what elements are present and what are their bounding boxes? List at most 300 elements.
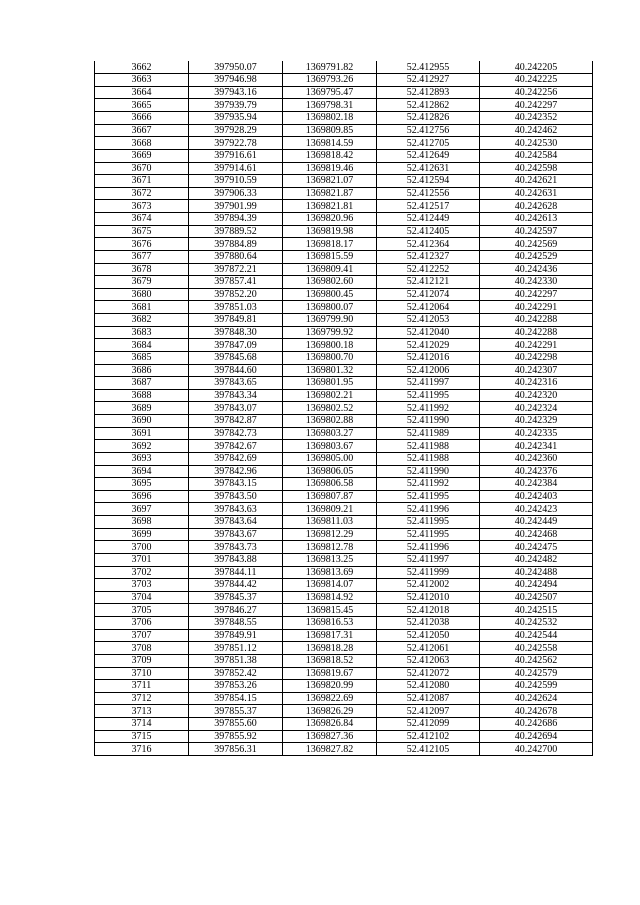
x-coordinate-cell: 397857.41 [189,276,283,289]
y-coordinate-cell: 1369799.92 [283,326,377,339]
longitude-cell: 40.242631 [480,187,593,200]
x-coordinate-cell: 397844.60 [189,364,283,377]
y-coordinate-cell: 1369819.46 [283,162,377,175]
latitude-cell: 52.412006 [377,364,480,377]
x-coordinate-cell: 397842.73 [189,427,283,440]
table-row [95,149,593,162]
y-coordinate-cell: 1369822.69 [283,692,377,705]
table-row [95,642,593,655]
y-coordinate-cell: 1369812.29 [283,528,377,541]
point-number-cell: 3685 [95,351,189,364]
point-number-cell: 3669 [95,149,189,162]
point-number-cell: 3679 [95,276,189,289]
table-row [95,339,593,352]
table-row [95,667,593,680]
x-coordinate-cell: 397843.65 [189,377,283,390]
longitude-cell: 40.242532 [480,617,593,630]
x-coordinate-cell: 397849.91 [189,629,283,642]
latitude-cell: 52.412649 [377,149,480,162]
table-row [95,250,593,263]
table-row [95,301,593,314]
longitude-cell: 40.242686 [480,718,593,731]
x-coordinate-cell: 397845.68 [189,351,283,364]
y-coordinate-cell: 1369818.28 [283,642,377,655]
latitude-cell: 52.412405 [377,225,480,238]
x-coordinate-cell: 397845.37 [189,591,283,604]
x-coordinate-cell: 397935.94 [189,112,283,125]
longitude-cell: 40.242329 [480,415,593,428]
point-number-cell: 3680 [95,288,189,301]
longitude-cell: 40.242678 [480,705,593,718]
y-coordinate-cell: 1369800.70 [283,351,377,364]
latitude-cell: 52.411995 [377,389,480,402]
x-coordinate-cell: 397847.09 [189,339,283,352]
point-number-cell: 3681 [95,301,189,314]
y-coordinate-cell: 1369821.81 [283,200,377,213]
y-coordinate-cell: 1369798.31 [283,99,377,112]
point-number-cell: 3673 [95,200,189,213]
latitude-cell: 52.411996 [377,541,480,554]
longitude-cell: 40.242621 [480,175,593,188]
point-number-cell: 3712 [95,692,189,705]
y-coordinate-cell: 1369821.87 [283,187,377,200]
y-coordinate-cell: 1369802.18 [283,112,377,125]
y-coordinate-cell: 1369800.07 [283,301,377,314]
x-coordinate-cell: 397889.52 [189,225,283,238]
point-number-cell: 3716 [95,743,189,756]
latitude-cell: 52.412061 [377,642,480,655]
longitude-cell: 40.242507 [480,591,593,604]
x-coordinate-cell: 397843.63 [189,503,283,516]
longitude-cell: 40.242569 [480,238,593,251]
table-row [95,213,593,226]
point-number-cell: 3671 [95,175,189,188]
table-row [95,566,593,579]
table-row [95,377,593,390]
table-row [95,718,593,731]
point-number-cell: 3676 [95,238,189,251]
y-coordinate-cell: 1369818.17 [283,238,377,251]
table-row [95,200,593,213]
y-coordinate-cell: 1369814.92 [283,591,377,604]
longitude-cell: 40.242700 [480,743,593,756]
point-number-cell: 3686 [95,364,189,377]
y-coordinate-cell: 1369800.18 [283,339,377,352]
x-coordinate-cell: 397852.20 [189,288,283,301]
table-row [95,654,593,667]
longitude-cell: 40.242307 [480,364,593,377]
longitude-cell: 40.242544 [480,629,593,642]
point-number-cell: 3683 [95,326,189,339]
latitude-cell: 52.412631 [377,162,480,175]
longitude-cell: 40.242341 [480,440,593,453]
longitude-cell: 40.242288 [480,314,593,327]
table-row [95,326,593,339]
latitude-cell: 52.412002 [377,579,480,592]
table-row [95,516,593,529]
x-coordinate-cell: 397842.69 [189,452,283,465]
longitude-cell: 40.242482 [480,553,593,566]
x-coordinate-cell: 397851.12 [189,642,283,655]
latitude-cell: 52.412038 [377,617,480,630]
longitude-cell: 40.242613 [480,213,593,226]
x-coordinate-cell: 397894.39 [189,213,283,226]
y-coordinate-cell: 1369819.98 [283,225,377,238]
table-row [95,112,593,125]
y-coordinate-cell: 1369813.69 [283,566,377,579]
point-number-cell: 3705 [95,604,189,617]
longitude-cell: 40.242256 [480,86,593,99]
table-row [95,162,593,175]
table-row [95,225,593,238]
longitude-cell: 40.242376 [480,465,593,478]
latitude-cell: 52.411988 [377,452,480,465]
y-coordinate-cell: 1369827.82 [283,743,377,756]
x-coordinate-cell: 397842.67 [189,440,283,453]
x-coordinate-cell: 397855.37 [189,705,283,718]
y-coordinate-cell: 1369793.26 [283,74,377,87]
table-row [95,427,593,440]
y-coordinate-cell: 1369805.00 [283,452,377,465]
point-number-cell: 3665 [95,99,189,112]
latitude-cell: 52.412018 [377,604,480,617]
table-row [95,402,593,415]
latitude-cell: 52.412517 [377,200,480,213]
x-coordinate-cell: 397843.88 [189,553,283,566]
point-number-cell: 3663 [95,74,189,87]
latitude-cell: 52.411995 [377,490,480,503]
y-coordinate-cell: 1369818.52 [283,654,377,667]
latitude-cell: 52.412074 [377,288,480,301]
y-coordinate-cell: 1369806.58 [283,478,377,491]
table-row [95,617,593,630]
point-number-cell: 3700 [95,541,189,554]
longitude-cell: 40.242515 [480,604,593,617]
table-row [95,705,593,718]
table-row [95,175,593,188]
longitude-cell: 40.242384 [480,478,593,491]
table-row [95,541,593,554]
x-coordinate-cell: 397854.15 [189,692,283,705]
longitude-cell: 40.242225 [480,74,593,87]
point-number-cell: 3677 [95,250,189,263]
latitude-cell: 52.412099 [377,718,480,731]
x-coordinate-cell: 397880.64 [189,250,283,263]
table-row [95,440,593,453]
point-number-cell: 3708 [95,642,189,655]
latitude-cell: 52.411995 [377,528,480,541]
point-number-cell: 3667 [95,124,189,137]
point-number-cell: 3702 [95,566,189,579]
point-number-cell: 3666 [95,112,189,125]
latitude-cell: 52.411990 [377,415,480,428]
longitude-cell: 40.242330 [480,276,593,289]
latitude-cell: 52.412327 [377,250,480,263]
point-number-cell: 3670 [95,162,189,175]
point-number-cell: 3703 [95,579,189,592]
longitude-cell: 40.242423 [480,503,593,516]
point-number-cell: 3664 [95,86,189,99]
x-coordinate-cell: 397853.26 [189,680,283,693]
longitude-cell: 40.242562 [480,654,593,667]
x-coordinate-cell: 397842.96 [189,465,283,478]
latitude-cell: 52.411997 [377,553,480,566]
x-coordinate-cell: 397946.98 [189,74,283,87]
table-row [95,692,593,705]
point-number-cell: 3668 [95,137,189,150]
x-coordinate-cell: 397950.07 [189,61,283,74]
point-number-cell: 3710 [95,667,189,680]
table-row [95,503,593,516]
table-row [95,238,593,251]
x-coordinate-cell: 397844.42 [189,579,283,592]
point-number-cell: 3693 [95,452,189,465]
point-number-cell: 3711 [95,680,189,693]
y-coordinate-cell: 1369799.90 [283,314,377,327]
x-coordinate-cell: 397914.61 [189,162,283,175]
longitude-cell: 40.242352 [480,112,593,125]
longitude-cell: 40.242298 [480,351,593,364]
point-number-cell: 3678 [95,263,189,276]
latitude-cell: 52.412862 [377,99,480,112]
latitude-cell: 52.411989 [377,427,480,440]
y-coordinate-cell: 1369803.67 [283,440,377,453]
longitude-cell: 40.242449 [480,516,593,529]
longitude-cell: 40.242475 [480,541,593,554]
table-row [95,743,593,756]
latitude-cell: 52.412105 [377,743,480,756]
latitude-cell: 52.411997 [377,377,480,390]
latitude-cell: 52.411992 [377,402,480,415]
table-row [95,288,593,301]
longitude-cell: 40.242291 [480,301,593,314]
point-number-cell: 3692 [95,440,189,453]
latitude-cell: 52.412040 [377,326,480,339]
table-row [95,629,593,642]
y-coordinate-cell: 1369818.42 [283,149,377,162]
longitude-cell: 40.242297 [480,288,593,301]
longitude-cell: 40.242468 [480,528,593,541]
latitude-cell: 52.412826 [377,112,480,125]
y-coordinate-cell: 1369814.07 [283,579,377,592]
x-coordinate-cell: 397843.73 [189,541,283,554]
point-number-cell: 3691 [95,427,189,440]
x-coordinate-cell: 397843.15 [189,478,283,491]
x-coordinate-cell: 397843.67 [189,528,283,541]
longitude-cell: 40.242403 [480,490,593,503]
longitude-cell: 40.242597 [480,225,593,238]
table-row [95,452,593,465]
x-coordinate-cell: 397843.64 [189,516,283,529]
point-number-cell: 3662 [95,61,189,74]
latitude-cell: 52.412252 [377,263,480,276]
x-coordinate-cell: 397939.79 [189,99,283,112]
table-row [95,351,593,364]
latitude-cell: 52.411995 [377,516,480,529]
latitude-cell: 52.412955 [377,61,480,74]
table-row [95,86,593,99]
y-coordinate-cell: 1369814.59 [283,137,377,150]
x-coordinate-cell: 397852.42 [189,667,283,680]
x-coordinate-cell: 397843.07 [189,402,283,415]
x-coordinate-cell: 397922.78 [189,137,283,150]
y-coordinate-cell: 1369816.53 [283,617,377,630]
latitude-cell: 52.412756 [377,124,480,137]
latitude-cell: 52.412893 [377,86,480,99]
longitude-cell: 40.242628 [480,200,593,213]
point-number-cell: 3690 [95,415,189,428]
table-row [95,263,593,276]
point-number-cell: 3695 [95,478,189,491]
latitude-cell: 52.412364 [377,238,480,251]
point-number-cell: 3684 [95,339,189,352]
longitude-cell: 40.242624 [480,692,593,705]
point-number-cell: 3675 [95,225,189,238]
y-coordinate-cell: 1369812.78 [283,541,377,554]
y-coordinate-cell: 1369806.05 [283,465,377,478]
x-coordinate-cell: 397916.61 [189,149,283,162]
x-coordinate-cell: 397872.21 [189,263,283,276]
longitude-cell: 40.242316 [480,377,593,390]
point-number-cell: 3714 [95,718,189,731]
coordinates-table-body [95,61,593,755]
latitude-cell: 52.411996 [377,503,480,516]
x-coordinate-cell: 397848.55 [189,617,283,630]
table-row [95,465,593,478]
longitude-cell: 40.242598 [480,162,593,175]
table-row [95,187,593,200]
latitude-cell: 52.411988 [377,440,480,453]
y-coordinate-cell: 1369802.60 [283,276,377,289]
table-row [95,137,593,150]
x-coordinate-cell: 397842.87 [189,415,283,428]
y-coordinate-cell: 1369801.95 [283,377,377,390]
point-number-cell: 3672 [95,187,189,200]
table-row [95,314,593,327]
coordinates-table [94,61,593,756]
table-row [95,579,593,592]
latitude-cell: 52.412087 [377,692,480,705]
latitude-cell: 52.412050 [377,629,480,642]
point-number-cell: 3682 [95,314,189,327]
x-coordinate-cell: 397943.16 [189,86,283,99]
point-number-cell: 3696 [95,490,189,503]
y-coordinate-cell: 1369815.59 [283,250,377,263]
longitude-cell: 40.242324 [480,402,593,415]
latitude-cell: 52.411992 [377,478,480,491]
longitude-cell: 40.242320 [480,389,593,402]
table-row [95,490,593,503]
latitude-cell: 52.412072 [377,667,480,680]
point-number-cell: 3707 [95,629,189,642]
y-coordinate-cell: 1369820.99 [283,680,377,693]
y-coordinate-cell: 1369802.88 [283,415,377,428]
longitude-cell: 40.242488 [480,566,593,579]
latitude-cell: 52.412449 [377,213,480,226]
x-coordinate-cell: 397849.81 [189,314,283,327]
y-coordinate-cell: 1369801.32 [283,364,377,377]
table-row [95,604,593,617]
latitude-cell: 52.412556 [377,187,480,200]
latitude-cell: 52.412102 [377,730,480,743]
latitude-cell: 52.412029 [377,339,480,352]
point-number-cell: 3715 [95,730,189,743]
point-number-cell: 3698 [95,516,189,529]
latitude-cell: 52.412927 [377,74,480,87]
x-coordinate-cell: 397851.38 [189,654,283,667]
longitude-cell: 40.242558 [480,642,593,655]
x-coordinate-cell: 397856.31 [189,743,283,756]
longitude-cell: 40.242360 [480,452,593,465]
longitude-cell: 40.242205 [480,61,593,74]
longitude-cell: 40.242291 [480,339,593,352]
latitude-cell: 52.412063 [377,654,480,667]
x-coordinate-cell: 397848.30 [189,326,283,339]
point-number-cell: 3687 [95,377,189,390]
y-coordinate-cell: 1369795.47 [283,86,377,99]
y-coordinate-cell: 1369811.03 [283,516,377,529]
y-coordinate-cell: 1369813.25 [283,553,377,566]
y-coordinate-cell: 1369815.45 [283,604,377,617]
longitude-cell: 40.242694 [480,730,593,743]
table-row [95,364,593,377]
longitude-cell: 40.242529 [480,250,593,263]
y-coordinate-cell: 1369809.85 [283,124,377,137]
point-number-cell: 3713 [95,705,189,718]
latitude-cell: 52.412121 [377,276,480,289]
latitude-cell: 52.412016 [377,351,480,364]
point-number-cell: 3689 [95,402,189,415]
latitude-cell: 52.412064 [377,301,480,314]
latitude-cell: 52.412080 [377,680,480,693]
point-number-cell: 3709 [95,654,189,667]
longitude-cell: 40.242335 [480,427,593,440]
point-number-cell: 3697 [95,503,189,516]
longitude-cell: 40.242436 [480,263,593,276]
y-coordinate-cell: 1369827.36 [283,730,377,743]
y-coordinate-cell: 1369803.27 [283,427,377,440]
table-row [95,591,593,604]
y-coordinate-cell: 1369826.29 [283,705,377,718]
y-coordinate-cell: 1369802.21 [283,389,377,402]
point-number-cell: 3701 [95,553,189,566]
y-coordinate-cell: 1369807.87 [283,490,377,503]
y-coordinate-cell: 1369800.45 [283,288,377,301]
table-row [95,99,593,112]
x-coordinate-cell: 397844.11 [189,566,283,579]
x-coordinate-cell: 397901.99 [189,200,283,213]
x-coordinate-cell: 397910.59 [189,175,283,188]
point-number-cell: 3674 [95,213,189,226]
x-coordinate-cell: 397846.27 [189,604,283,617]
y-coordinate-cell: 1369791.82 [283,61,377,74]
point-number-cell: 3699 [95,528,189,541]
y-coordinate-cell: 1369819.67 [283,667,377,680]
point-number-cell: 3694 [95,465,189,478]
table-row [95,528,593,541]
longitude-cell: 40.242599 [480,680,593,693]
table-row [95,415,593,428]
table-row [95,389,593,402]
table-row [95,680,593,693]
x-coordinate-cell: 397851.03 [189,301,283,314]
y-coordinate-cell: 1369826.84 [283,718,377,731]
y-coordinate-cell: 1369817.31 [283,629,377,642]
table-row [95,553,593,566]
y-coordinate-cell: 1369820.96 [283,213,377,226]
x-coordinate-cell: 397906.33 [189,187,283,200]
point-number-cell: 3704 [95,591,189,604]
